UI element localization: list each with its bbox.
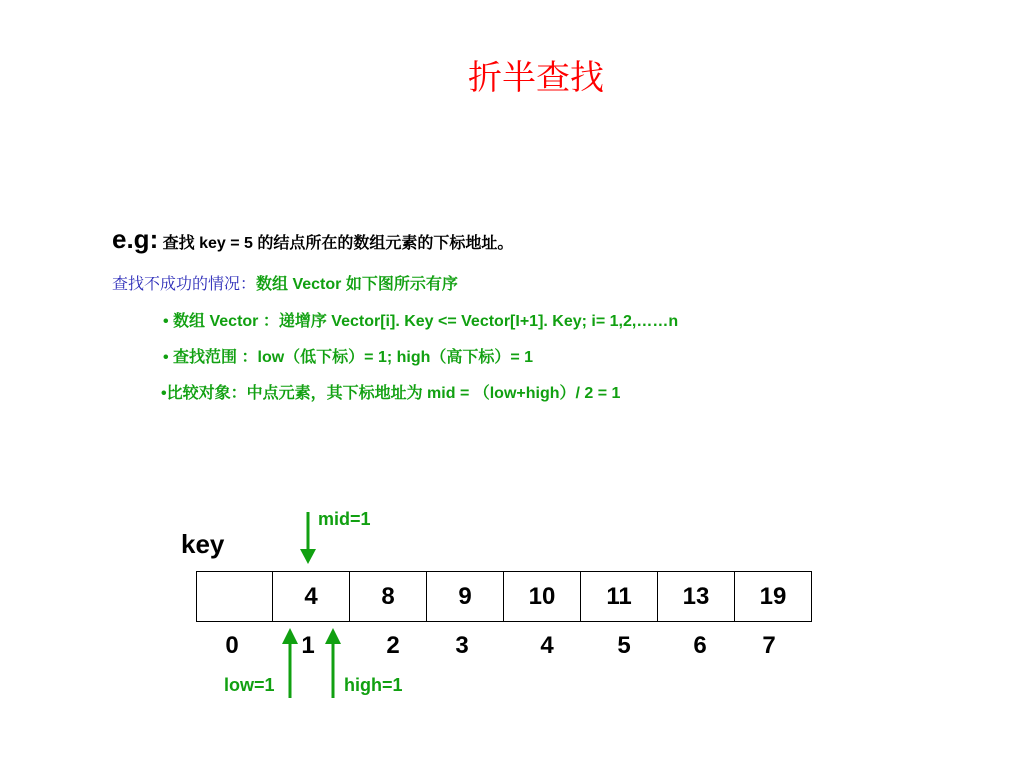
array-cell-1: 4: [273, 572, 350, 622]
high-arrow-icon: [325, 628, 341, 698]
key-label: key: [181, 529, 225, 559]
array-cell-5: 11: [581, 572, 658, 622]
bullet-compare-target: •比较对象：中点元素，其下标地址为 mid = （low+high）/ 2 = 1: [161, 385, 621, 402]
low-arrow-icon: [282, 628, 298, 698]
array-cell-2: 8: [350, 572, 427, 622]
index-label-4: 4: [540, 632, 554, 659]
index-label-3: 3: [455, 632, 469, 659]
index-label-6: 6: [693, 632, 707, 659]
example-label: e.g:: [112, 224, 159, 254]
bullet-search-range: • 查找范围 ：low（低下标）= 1; high（高下标）= 1: [163, 349, 534, 366]
example-text: 查找 key = 5 的结点所在的数组元素的下标地址。: [158, 235, 514, 252]
array-cell-4: 10: [504, 572, 581, 622]
index-label-0: 0: [225, 632, 239, 659]
low-pointer-label: low=1: [224, 675, 275, 695]
page-title: 折半查找: [468, 58, 604, 98]
mid-arrow-icon: [300, 512, 316, 564]
index-label-7: 7: [762, 632, 776, 659]
mid-pointer-label: mid=1: [318, 509, 371, 529]
high-pointer-label: high=1: [344, 675, 403, 695]
array-cell-3: 9: [427, 572, 504, 622]
unsuccessful-case-label: 查找不成功的情况：: [112, 276, 257, 293]
array-cell-7: 19: [735, 572, 812, 622]
index-label-1: 1: [301, 632, 315, 659]
index-label-2: 2: [386, 632, 400, 659]
index-label-5: 5: [617, 632, 631, 659]
bullet-vector-order: • 数组 Vector ：递增序 Vector[i]. Key <= Vector[I+1]. Key; i= 1,2,……n: [163, 313, 679, 330]
array-cell-6: 13: [658, 572, 735, 622]
unsuccessful-case-text: 数组 Vector 如下图所示有序: [256, 276, 458, 293]
